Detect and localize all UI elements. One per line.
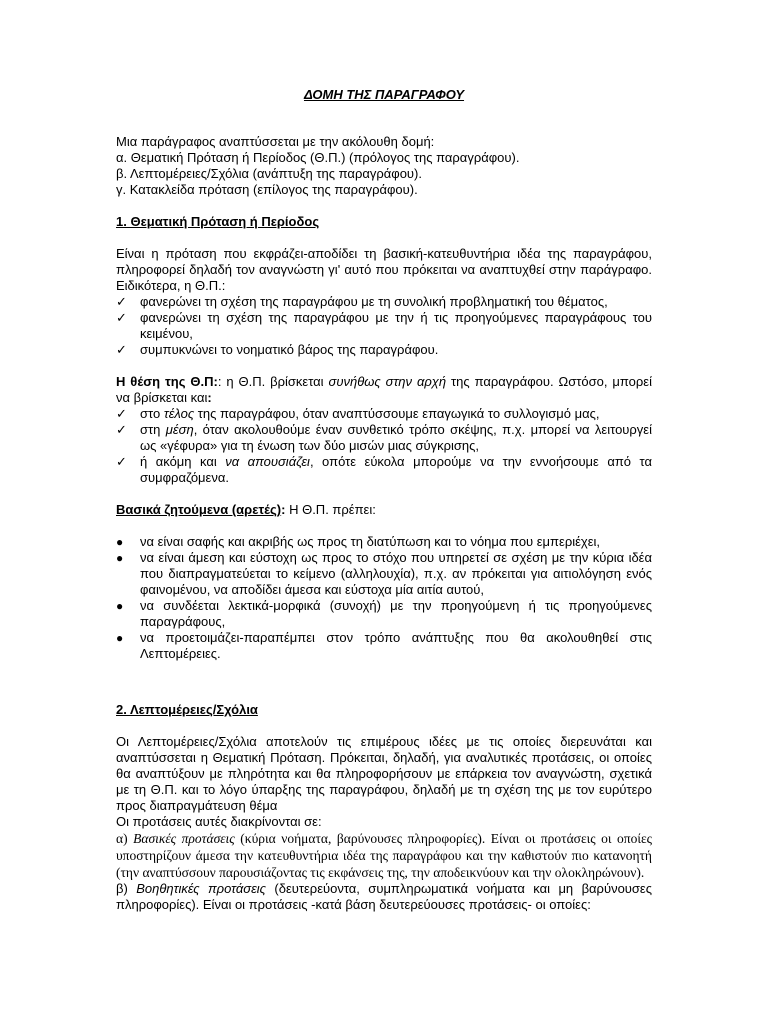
- section1-paragraph: Είναι η πρόταση που εκφράζει-αποδίδει τη βασική-κατευθυντήρια ιδέα της παραγράφου, πληροφορεί δηλαδή τον αναγνώστη γι' αυτό που πρόκειται να αναπτυχθεί στην παράγραφο. Ειδικότερα, η Θ.Π.:: [116, 246, 652, 293]
- list-item: ● να συνδέεται λεκτικά-μορφικά (συνοχή) με την προηγούμενη ή τις προηγούμενες παραγράφους,: [116, 598, 652, 629]
- requirements-label: Βασικά ζητούμενα (αρετές): [116, 502, 282, 517]
- position-label: Η θέση της Θ.Π:: [116, 374, 218, 389]
- intro-item: γ. Κατακλείδα πρόταση (επίλογος της παραγράφου).: [116, 182, 418, 197]
- list-item: ● να είναι σαφής και ακριβής ως προς τη διατύπωση και το νόημα που εμπεριέχει,: [116, 534, 601, 549]
- check-mark-icon: ✓: [116, 310, 127, 325]
- distinguish-line: Οι προτάσεις αυτές διακρίνονται σε:: [116, 814, 322, 829]
- check-mark-icon: ✓: [116, 406, 127, 421]
- requirements-list: [116, 534, 652, 662]
- list-item: ✓ στο τέλος της παραγράφου, όταν αναπτύσσουμε επαγωγικά το συλλογισμό μας,: [116, 406, 600, 421]
- document-content: [116, 87, 652, 913]
- page-title: ΔΟΜΗ ΤΗΣ ΠΑΡΑΓΡΑΦΟΥ: [303, 87, 465, 102]
- section1-heading: 1. Θεματική Πρόταση ή Περίοδος: [116, 214, 320, 229]
- bullet-dot-icon: ●: [116, 599, 124, 613]
- list-item: ✓ συμπυκνώνει το νοηματικό βάρος της παραγράφου.: [116, 342, 439, 357]
- section2-heading: 2. Λεπτομέρειες/Σχόλια: [116, 702, 258, 717]
- list-item: ● να προετοιμάζει-παραπέμπει στον τρόπο ανάπτυξης που θα ακολουθηθεί στις Λεπτομέρειες.: [116, 630, 652, 661]
- check-mark-icon: ✓: [116, 422, 127, 437]
- intro-item: β. Λεπτομέρειες/Σχόλια (ανάπτυξη της παραγράφου).: [116, 166, 422, 181]
- bullet-dot-icon: ●: [116, 551, 124, 565]
- intro-item: α. Θεματική Πρόταση ή Περίοδος (Θ.Π.) (πρόλογος της παραγράφου).: [116, 150, 520, 165]
- section2-paragraph: Οι Λεπτομέρειες/Σχόλια αποτελούν τις επιμέρους ιδέες με τις οποίες διερευνάται και αναπτύσσεται η Θεματική Πρόταση. Πρόκειται, δηλαδή, για αναλυτικές προτάσεις, οι οποίες θα αναπτύξουν με πληρότητα και θα πληροφορήσουν με επάρκεια τον αναγνώστη, σχετικά με τη Θ.Π. και το λόγο ύπαρξης της παραγράφου, δηλαδή με τη σχέση της με τον ευρύτερο προς διαπραγμάτευση θέμα: [116, 734, 652, 813]
- check-mark-icon: ✓: [116, 454, 127, 469]
- list-item: ✓ ή ακόμη και να απουσιάζει, οπότε εύκολα μπορούμε να την εννοήσουμε από τα συμφραζόμενα.: [116, 454, 652, 485]
- section1-check-list: [116, 294, 652, 358]
- basic-sentences-paragraph: α) Βασικές προτάσεις (κύρια νοήματα, βαρύνουσες πληροφορίες). Είναι οι προτάσεις οι οποίες υποστηρίζουν άμεσα την κατευθυντήρια ιδέα της παραγράφου και την καθιστούν πιο κατανοητή (την αναπτύσσουν παρουσιάζοντας τις εκφάνσεις της, την αποδεικνύουν και την ολοκληρώνουν).: [116, 831, 652, 880]
- bullet-dot-icon: ●: [116, 535, 124, 549]
- check-mark-icon: ✓: [116, 342, 127, 357]
- check-mark-icon: ✓: [116, 294, 127, 309]
- intro-lead: Μια παράγραφος αναπτύσσεται με την ακόλουθη δομή:: [116, 134, 435, 149]
- auxiliary-sentences-paragraph: β) Βοηθητικές προτάσεις (δευτερεύοντα, συμπληρωματικά νοήματα και μη βαρύνουσες πληροφορίες). Είναι οι προτάσεις -κατά βάση δευτερεύουσες προτάσεις- οι οποίες:: [116, 881, 652, 912]
- list-item: ✓ φανερώνει τη σχέση της παραγράφου με την ή τις προηγούμενες παραγράφους του κειμένου,: [116, 310, 652, 341]
- list-item: ● να είναι άμεση και εύστοχη ως προς το στόχο που υπηρετεί σε σχέση με την κύρια ιδέα που διαπραγματεύεται το κείμενο (αλληλουχία), π.χ. αν πρόκειται για αιτιολόγηση ενός φαινομένου, να αποδίδει άμεσα και εύστοχα μία αιτία αυτού,: [116, 550, 652, 597]
- list-item: ✓ φανερώνει τη σχέση της παραγράφου με τη συνολική προβληματική του θέματος,: [116, 294, 608, 309]
- list-item: ✓ στη μέση, όταν ακολουθούμε έναν συνθετικό τρόπο σκέψης, π.χ. μπορεί να λειτουργεί ως «γέφυρα» για τη ένωση των δύο μισών μιας σύγκρισης,: [116, 422, 652, 453]
- position-paragraph: Η θέση της Θ.Π:: η Θ.Π. βρίσκεται συνήθως στην αρχή της παραγράφου. Ωστόσο, μπορεί να βρίσκεται και:: [116, 374, 652, 405]
- position-list: [116, 406, 652, 486]
- bullet-dot-icon: ●: [116, 631, 124, 645]
- requirements-paragraph: Βασικά ζητούμενα (αρετές): Η Θ.Π. πρέπει:: [116, 502, 376, 517]
